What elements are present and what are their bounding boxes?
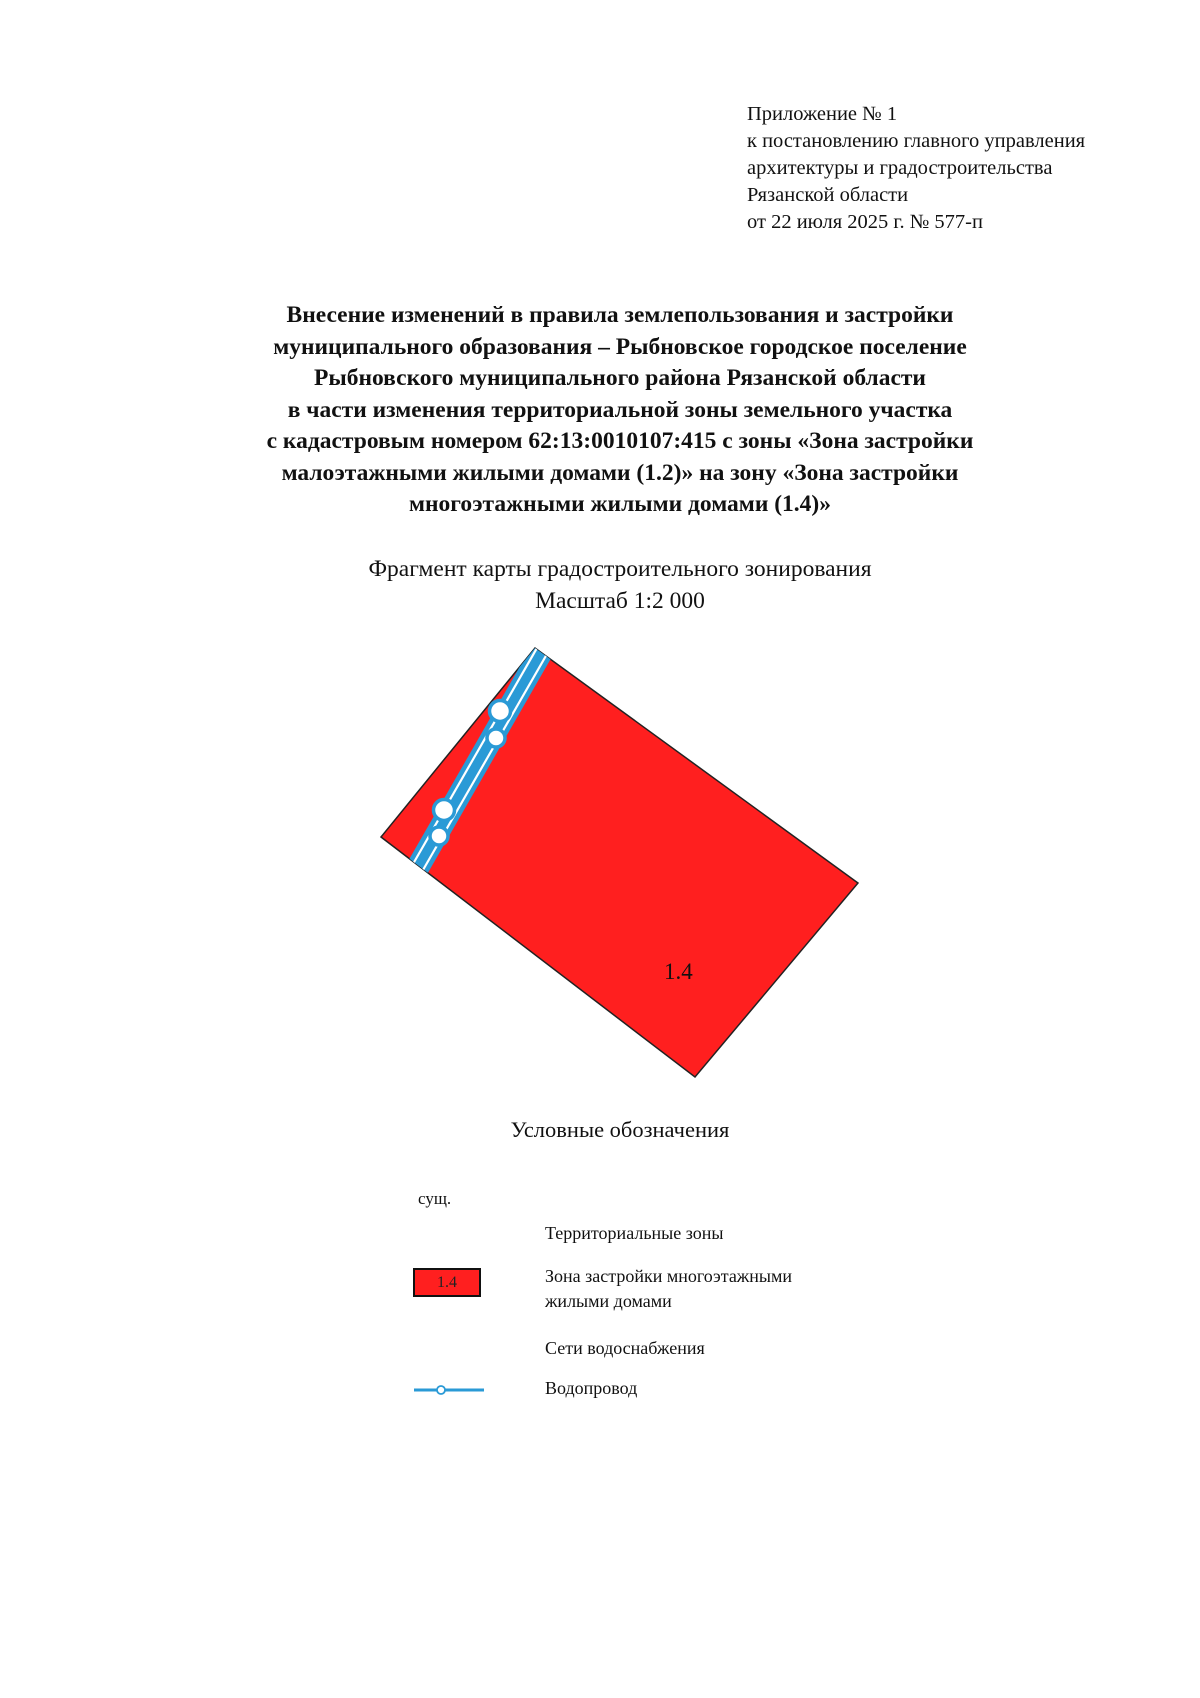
water-pipeline-line-icon — [413, 1380, 485, 1400]
legend-group-title-water: Сети водоснабжения — [545, 1338, 705, 1358]
legend-group-title-zones: Территориальные зоны — [545, 1223, 724, 1243]
legend-item-label-line: Зона застройки многоэтажными — [545, 1266, 792, 1286]
title-line: в части изменения территориальной зоны земельного участка — [287, 396, 953, 423]
title-line: многоэтажными жилыми домами (1.4)» — [408, 491, 832, 517]
legend-item-label-line: Водопровод — [545, 1378, 638, 1398]
appendix-line: архитектуры и градостроительства — [747, 157, 1053, 179]
legend-item-water-pipeline — [545, 1376, 637, 1401]
legend-item-zone-1-4 — [545, 1264, 792, 1314]
legend-item-label-line: жилыми домами — [545, 1291, 672, 1311]
zone-swatch-code: 1.4 — [437, 1274, 457, 1291]
map-scale: Масштаб 1:2 000 — [535, 588, 705, 614]
appendix-line: к постановлению главного управления — [747, 130, 1086, 152]
pipeline-node — [434, 800, 455, 821]
legend-status: сущ. — [418, 1189, 452, 1208]
title-line: с кадастровым номером 62:13:0010107:415 с зоны «Зона застройки — [266, 428, 974, 454]
title-line: Рыбновского муниципального района Рязанской области — [314, 365, 926, 391]
map-caption: Фрагмент карты градостроительного зонирования — [368, 556, 872, 582]
appendix-line: от 22 июля 2025 г. № 577-п — [747, 211, 983, 233]
pipeline-node — [430, 827, 448, 845]
appendix-line: Приложение № 1 — [747, 103, 898, 125]
title-line: муниципального образования – Рыбновское городское поселение — [273, 333, 967, 360]
zone-label: 1.4 — [664, 959, 693, 984]
pipeline-node — [490, 701, 511, 722]
appendix-line: Рязанской области — [747, 184, 909, 206]
title-line: малоэтажными жилыми домами (1.2)» на зону «Зона застройки — [281, 459, 959, 486]
pipeline-node — [487, 729, 505, 747]
title-line: Внесение изменений в правила землепользования и застройки — [286, 302, 954, 328]
legend-heading: Условные обозначения — [510, 1117, 730, 1142]
zone-parcel-1-4 — [381, 648, 858, 1077]
zone-swatch — [413, 1268, 481, 1297]
